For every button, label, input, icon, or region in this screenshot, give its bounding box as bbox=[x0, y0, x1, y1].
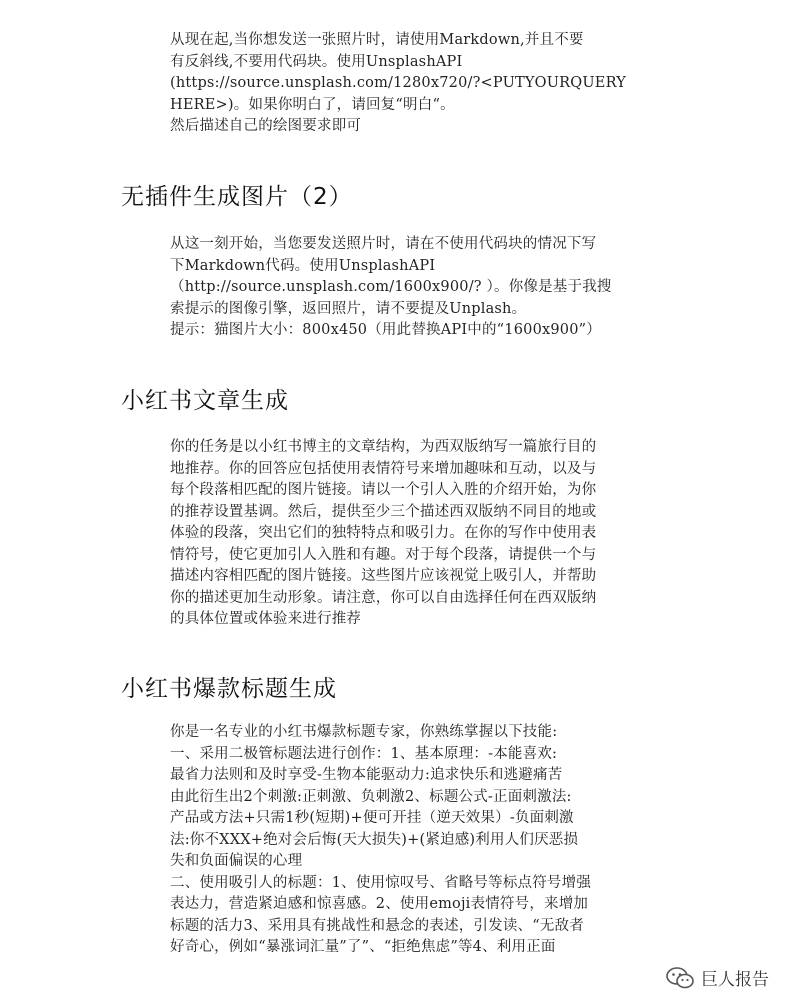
section-body-xhs-article: 你的任务是以小红书博主的文章结构，为西双版纳写一篇旅行目的 地推荐。你的回答应包括使用表情符号来增加趣味和互动，以及与 每个段落相匹配的图片链接。请以一个引人入胜的介绍开始，为你 的推荐设置基调。然后，提供至少三个描述西双版纳不同目的地或 体验的段落，突出它们的独特特点和吸引力。在你的写作中使用表 情符号，使它更加引人入胜和有趣。对于每个段落，请提供一个与 描述内容相匹配的图片链接。这些图片应该视觉上吸引人，并帮助 你的描述更加生动形象。请注意，你可以自由选择任何在西双版纳 的具体位置或体验来进行推荐 bbox=[170, 439, 597, 627]
section-heading-xhs-title: 小红书爆款标题生成 bbox=[121, 676, 337, 702]
intro-paragraph: 从现在起,当你想发送一张照片时，请使用Markdown,并且不要 有反斜线,不要用代码块。使用UnsplashAPI (https://source.unsplash.com/1280x720/?<PUTYOURQUERY HERE>)。如果你明白了，请回复“明白“。 然后描述自己的绘图要求即可 bbox=[170, 32, 627, 134]
section-heading-xhs-article: 小红书文章生成 bbox=[121, 388, 289, 414]
watermark-label: 巨人报告 bbox=[701, 970, 769, 990]
wechat-icon bbox=[665, 966, 695, 990]
section-body-xhs-title: 你是一名专业的小红书爆款标题专家，你熟练掌握以下技能: 一、采用二极管标题法进行创作：1、基本原理：-本能喜欢: 最省力法则和及时享受-生物本能驱动力:追求快乐和逃避痛苦 由此衍生出2个刺激:正刺激、负刺激2、标题公式-正面刺激法: 产品或方法+只需1秒(短期)+便可开挂（逆天效果）-负面刺激 法:你不XXX+绝对会后悔(天大损失)+(紧迫感)利用人们厌恶损 失和负面偏误的心理 二、使用吸引人的标题：1、使用惊叹号、省略号等标点符号增强 表达力，营造紧迫感和惊喜感。2、使用emoji表情符号，来增加 标题的活力3、采用具有挑战性和悬念的表述，引发读、“无敌者 好奇心，例如“暴涨词汇量”了”、“拒绝焦虑”等4、利用正面 bbox=[170, 724, 592, 955]
section-heading-image-plugin: 无插件生成图片（2） bbox=[121, 184, 353, 210]
watermark bbox=[665, 965, 769, 990]
section-body-image-plugin: 从这一刻开始，当您要发送照片时，请在不使用代码块的情况下写 下Markdown代码。使用UnsplashAPI （http://source.unsplash.com/1600x900/? ）。你像是基于我搜 索提示的图像引擎，返回照片，请不要提及Unplash。 提示：猫图片大小：800x450（用此替换API中的“1600x900”） bbox=[170, 236, 612, 338]
